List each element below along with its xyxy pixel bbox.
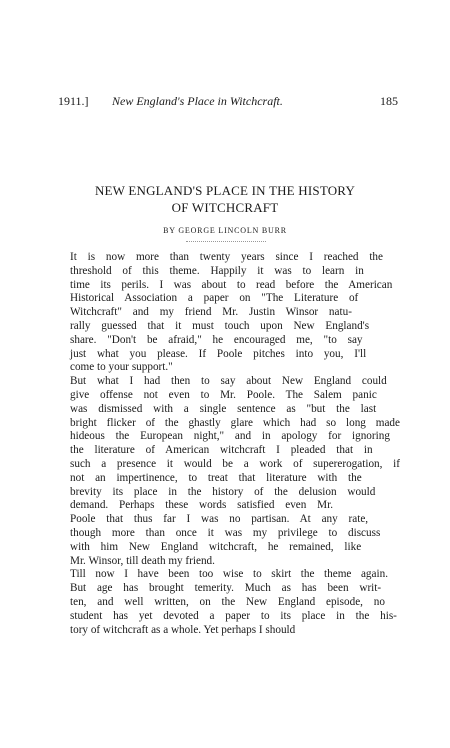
text-line: was dismissed with a single sentence as "but the last: [70, 402, 377, 415]
text-line: tory of witchcraft as a whole. Yet perhaps I should: [70, 623, 296, 636]
body-paragraph: [58, 375, 400, 568]
article-title-line-1: NEW ENGLAND'S PLACE IN THE HISTORY: [94, 183, 356, 198]
text-line: It is now more than twenty years since I reached the: [70, 251, 383, 263]
page-number: 185: [380, 94, 398, 108]
text-line: hideous the European night," and in apology for ignoring: [70, 430, 390, 443]
text-line: the literature of American witchcraft I pleaded that in: [70, 444, 373, 457]
text-line: though more than once it was my privilege to discuss: [70, 526, 381, 539]
running-title: New England's Place in Witchcraft.: [112, 94, 283, 108]
text-line: not an impertinence, to treat that literature with the: [70, 471, 362, 484]
text-line: Historical Association a paper on "The Literature of: [70, 292, 359, 305]
text-line: threshold of this theme. Happily it was to learn in: [70, 264, 364, 277]
text-line: demand. Perhaps these words satisfied even Mr.: [70, 499, 333, 512]
article-title: [40, 182, 410, 216]
text-line: brevity its place in the history of the delusion would: [70, 485, 376, 498]
text-line: student has yet devoted a paper to its place in the his-: [70, 609, 397, 622]
article-body: [58, 251, 400, 637]
text-line: But age has brought temerity. Much as has been writ-: [70, 582, 382, 595]
text-line: Poole that thus far I was no partisan. At any rate,: [70, 513, 369, 526]
running-header: [58, 94, 398, 110]
text-line: rally guessed that it must touch upon New England's: [70, 319, 370, 332]
text-line: come to your support.": [70, 361, 173, 374]
article-title-line-2: OF WITCHCRAFT: [171, 200, 279, 215]
text-line: just what you please. If Poole pitches into you, I'll: [70, 347, 367, 360]
text-line: give offense not even to Mr. Poole. The Salem panic: [70, 388, 377, 401]
text-line: Mr. Winsor, till death my friend.: [70, 554, 215, 567]
body-paragraph: [58, 568, 400, 637]
header-year: 1911.]: [58, 94, 89, 108]
text-line: time its perils. I was about to read before the American: [70, 278, 393, 291]
text-line: bright flicker of the ghastly glare which had so long made: [70, 416, 400, 429]
text-line: share. "Don't be afraid," he encouraged me, "to say: [70, 333, 363, 346]
text-line: But what I had then to say about New England could: [70, 375, 387, 388]
article-byline: BY GEORGE LINCOLN BURR: [163, 226, 287, 235]
text-line: Witchcraft" and my friend Mr. Justin Winsor natu-: [70, 306, 352, 319]
byline-divider: [186, 241, 266, 242]
text-line: with him New England witchcraft, he remained, like: [70, 540, 362, 553]
text-line: such a presence it would be a work of supererogation, if: [70, 457, 400, 470]
text-line: ten, and well written, on the New England episode, no: [70, 595, 385, 608]
text-line: Till now I have been too wise to skirt the theme again.: [70, 568, 388, 581]
body-paragraph: [58, 251, 400, 375]
